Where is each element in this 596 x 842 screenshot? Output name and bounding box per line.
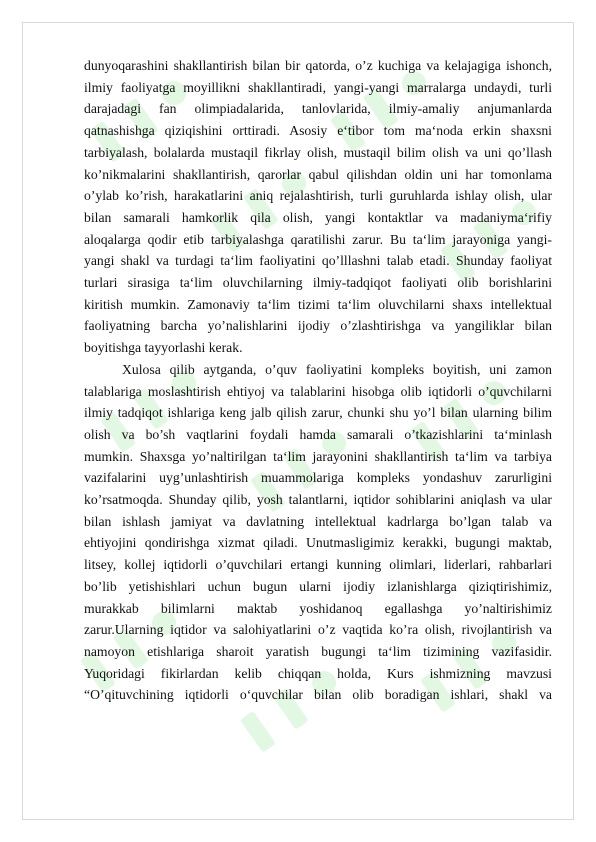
text-line: ehtiyojini qondirishga xizmat qiladi. Unutmasligimiz kerakki, bugungi maktab, [84,535,552,551]
text-line: Xulosa qilib aytganda, o’quv faoliyatini kompleks boyitish, uni zamon [122,361,552,377]
text-line: namoyon etishlariga sharoit yaratish bugungi ta‘lim tizimining vazifasidir. [84,643,552,659]
text-line: mumkin. Shaxsga yo’naltirilgan ta‘lim jarayonini shakllantirish ta‘lim va tarbiya [84,448,552,464]
text-line: olish va bo’sh vaqtlarini foydali hamda samarali o’tkazishlarini ta‘minlash [84,426,552,442]
text-line: ko’rsatmoqda. Shunday qilib, yosh talantlarni, iqtidor sohiblarini aniqlash va ular [84,492,552,508]
text-line: Yuqoridagi fikirlardan kelib chiqqan holda, Kurs ishmizning mavzusi [84,665,552,681]
paragraph-1 [84,55,552,359]
paragraph-2 [84,359,552,706]
text-line: darajadagi fan olimpiadalarida, tanlovlarida, ilmiy-amaliy anjumanlarda [84,101,552,117]
text-line: bilan ishlash jamiyat va davlatning intellektual kadrlarga bo’lgan talab va [84,513,552,529]
text-line: ilmiy tadqiqot ishlariga keng jalb qilish zarur, chunki shu yo’l bilan ularning bilim [84,405,552,421]
text-line: “O’qituvchining iqtidorli o‘quvchilar bilan olib boradigan ishlari, shakl va [84,687,552,703]
text-line: turlari sirasiga ta‘lim oluvchilarning ilmiy-tadqiqot faoliyati olib borishlarini [84,275,552,291]
document-body [84,55,552,706]
text-line: yangi shakl va turdagi ta‘lim faoliyatini qo’lllashni talab etadi. Shunday faoliyat [84,253,552,269]
text-line: bilan samarali hamkorlik qila olish, yangi kontaktlar va madaniyma‘rifiy [84,209,552,225]
text-line: bo’lib yetishishlari uchun bugun ularni ijodiy izlanishlarga qiziqtirishimiz, [84,578,552,594]
text-line: zarur.Ularning iqtidor va salohiyatlarini o’z vaqtida ko’ra olish, rivojlantirish va [84,622,552,638]
text-line: kiritish mumkin. Zamonaviy ta‘lim tizimi ta‘lim oluvchilarni shaxs intellektual [84,296,552,312]
text-line: boyitishga tayyorlashi kerak. [84,340,243,356]
text-line: talablariga moslashtirish ehtiyoj va talablarini hisobga olib iqtidorli o’quvchilarni [84,383,552,399]
text-line: aloqalarga qodir etib tarbiyalashga qaratilishi zarur. Bu ta‘lim jarayoniga yangi- [84,231,552,247]
text-line: tarbiyalash, bolalarda mustaqil fikrlay olish, mustaqil bilim olish va uni qo’llash [84,144,552,160]
text-line: ilmiy faoliyatga moyillikni shakllantiradi, yangi-yangi marralarga undaydi, turli [84,79,552,95]
text-line: litsey, kollej iqtidorli o’quvchilari ertangi kunning olimlari, liderlari, rahbarlari [84,557,552,573]
text-line: vazifalarini uyg’unlashtirish muammolariga kompleks yondashuv zarurligini [84,470,552,486]
text-line: ko’nikmalarini shakllantirish, qarorlar qabul qilishdan oldin uni har tomonlama [84,166,552,182]
text-line: qatnashishga qiziqishini orttiradi. Asosiy e‘tibor tom ma‘noda erkin shaxsni [84,123,552,139]
text-line: o’ylab ko’rish, harakatlarini aniq rejalashtirish, turli guruhlarda ishlay olish, ular [84,188,552,204]
text-line: murakkab bilimlarni maktab yoshidanoq egallashga yo’naltirishimiz [84,600,552,616]
text-line: faoliyatning barcha yo’nalishlarini ijodiy o’zlashtirishga va yangiliklar bilan [84,318,552,334]
text-line: dunyoqarashini shakllantirish bilan bir qatorda, o’z kuchiga va kelajagiga ishonch, [84,58,552,73]
